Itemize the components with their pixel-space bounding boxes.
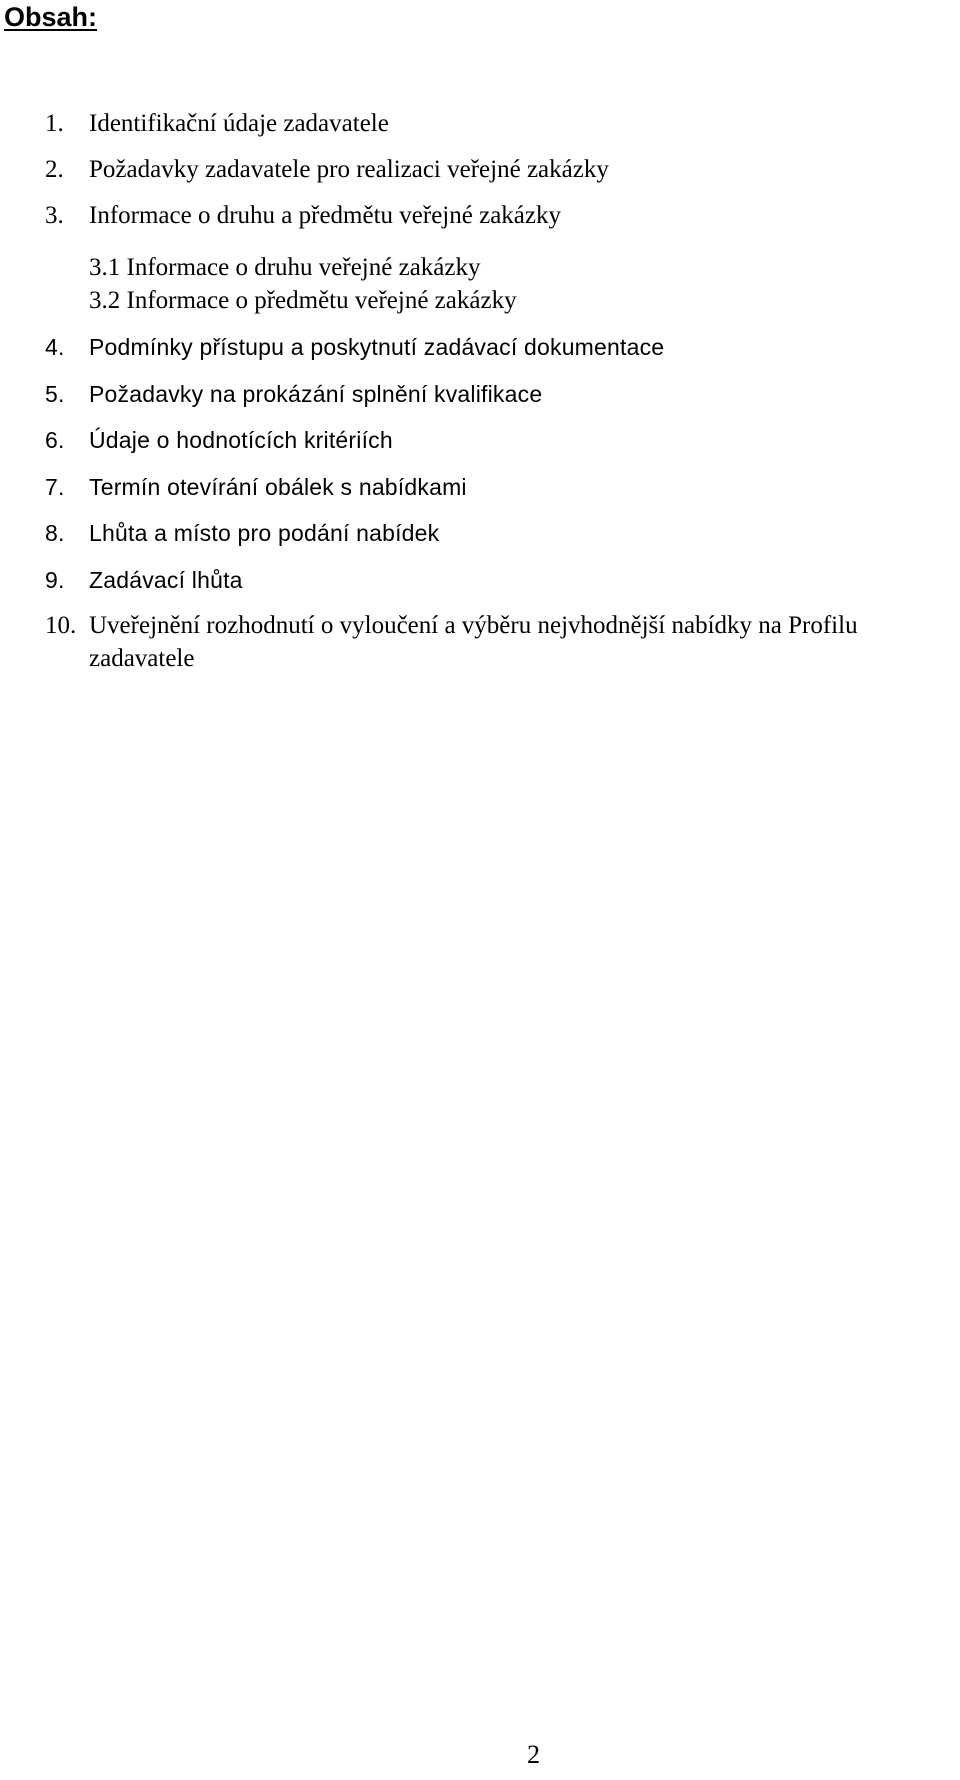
toc-item-number: 6. [45, 427, 65, 453]
toc-item-text: Lhůta a místo pro podání nabídek [89, 520, 440, 546]
toc-item-number: 10. [45, 612, 77, 639]
page-number: 2 [527, 1740, 540, 1769]
toc-item-text: Požadavky na prokázání splnění kvalifikace [89, 381, 543, 407]
toc-subitem-text: 3.1 Informace o druhu veřejné zakázky [89, 254, 481, 281]
toc-item-text: Informace o druhu a předmětu veřejné zakázky [89, 202, 561, 229]
toc-item-number: 8. [45, 520, 65, 546]
toc-item-text: Termín otevírání obálek s nabídkami [89, 474, 467, 500]
toc-item-number: 9. [45, 567, 65, 593]
toc-item-text: Zadávací lhůta [89, 567, 243, 593]
toc-item-number: 2. [45, 156, 64, 183]
toc-item-number: 4. [45, 334, 65, 360]
toc-item-number: 1. [45, 110, 64, 137]
toc-heading: Obsah: [4, 2, 98, 32]
toc-item-number: 7. [45, 474, 65, 500]
toc-subitem-text: 3.2 Informace o předmětu veřejné zakázky [89, 287, 517, 314]
toc-item-number: 5. [45, 381, 65, 407]
toc-item-text: Identifikační údaje zadavatele [89, 110, 389, 137]
toc-item-text: Uveřejnění rozhodnutí o vyloučení a výběru nejvhodnější nabídky na Profilu zadavatele [89, 612, 858, 672]
toc-item-text: Podmínky přístupu a poskytnutí zadávací dokumentace [89, 334, 665, 360]
toc-item-text: Požadavky zadavatele pro realizaci veřejné zakázky [89, 156, 609, 183]
toc-item-number: 3. [45, 202, 64, 229]
toc-item-text: Údaje o hodnotících kritériích [89, 427, 393, 453]
